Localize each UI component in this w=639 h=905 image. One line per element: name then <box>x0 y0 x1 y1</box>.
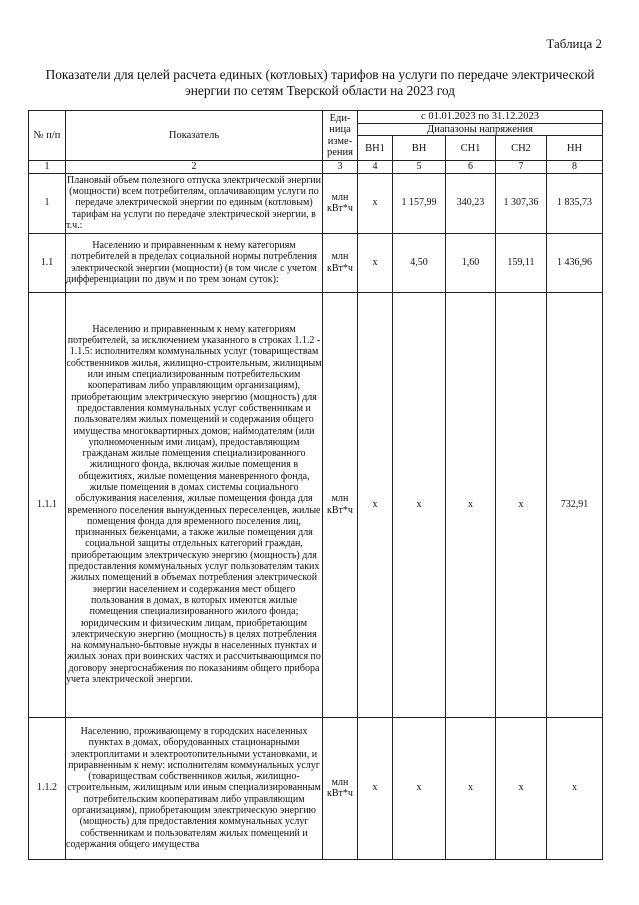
row-value-vn1: х <box>358 717 393 859</box>
row-value-sn1: х <box>446 717 496 859</box>
table-label: Таблица 2 <box>546 36 602 51</box>
table-row <box>29 173 603 233</box>
row-unit: млн кВт*ч <box>323 292 358 717</box>
column-number: 2 <box>66 161 323 173</box>
column-number: 8 <box>547 161 603 173</box>
column-number: 1 <box>29 161 66 173</box>
header-voltage-nn: НН <box>547 136 603 161</box>
row-value-nn: 1 436,96 <box>547 233 603 292</box>
row-value-sn1: х <box>446 292 496 717</box>
row-value-vn1: х <box>358 173 393 233</box>
row-value-vn: 4,50 <box>393 233 446 292</box>
row-value-sn2: х <box>496 717 547 859</box>
header-period: с 01.01.2023 по 31.12.2023 <box>358 111 603 124</box>
column-number: 3 <box>323 161 358 173</box>
header-voltage-ranges: Диапазоны напряжения <box>358 124 603 136</box>
column-number: 7 <box>496 161 547 173</box>
row-value-sn1: 340,23 <box>446 173 496 233</box>
row-indicator-text: Населению, проживающему в городских населенных пунктах в домах, оборудованных стационарными электроплитами и электроотопительными установками, и приравненным к нему: исполнителям коммунальных услуг (товариществам собственников жилья, жилищно-строительным, жилищным или иным специализированным потребительским кооперативам либо управляющим организациям), приобретающим электрическую энергию (мощность) для предоставления коммунальных услуг собственникам и пользователям жилых помещений и содержания общего имущества <box>66 717 323 859</box>
row-indicator-text: Населению и приравненным к нему категориям потребителей в пределах социальной нормы потребления электрической энергии (мощности) (в том числе с учетом дифференциации по двум и по трем зонам суток): <box>66 233 323 292</box>
table-row <box>29 292 603 717</box>
row-indicator-text: Населению и приравненным к нему категориям потребителей, за исключением указанного в строках 1.1.2 - 1.1.5: исполнителям коммунальных услуг (товариществам собственников жилья, жилищно-строительным, жилищным или иным специализированным потребительским кооперативам либо управляющим организациям), приобретающим электрическую энергию (мощность) для предоставления коммунальных услуг собственникам и пользователям жилых помещений и содержания общего имущества многоквартирных домов; наймодателям (или уполномоченным ими лицам), предоставляющим гражданам жилые помещения специализированного жилищного фонда, включая жилые помещения в общежитиях, жилые помещения маневренного фонда, жилые помещения в домах системы социального обслуживания населения, жилые помещения фонда для временного поселения вынужденных переселенцев, жилые помещения фонда для временного поселения лиц, признанных беженцами, а также жилые помещения для социальной защиты отдельных категорий граждан, приобретающим электрическую энергию (мощность) для предоставления коммунальных услуг пользователям таких жилых помещений в объемах потребления электрической энергии населением и содержания мест общего пользования в домах, в которых имеются жилые помещения специализированного жилого фонда; юридическим и физическим лицам, приобретающим электрическую энергию (мощность) в целях потребления на коммунально-бытовые нужды в населенных пунктах и жилых зонах при воинских частях и рассчитывающимся по договору энергоснабжения по показаниям общего прибора учета электрической энергии. <box>66 292 323 717</box>
header-num: № п/п <box>29 111 66 161</box>
row-value-sn2: 1 307,36 <box>496 173 547 233</box>
table-row <box>29 233 603 292</box>
column-number: 4 <box>358 161 393 173</box>
row-value-sn2: х <box>496 292 547 717</box>
row-value-nn: х <box>547 717 603 859</box>
header-unit: Еди- ница изме- рения <box>323 111 358 161</box>
header-indicator: Показатель <box>66 111 323 161</box>
row-value-vn1: х <box>358 292 393 717</box>
header-voltage-sn1: СН1 <box>446 136 496 161</box>
row-value-vn: 1 157,99 <box>393 173 446 233</box>
row-number: 1 <box>29 173 66 233</box>
row-value-sn1: 1,60 <box>446 233 496 292</box>
header-voltage-vn: ВН <box>393 136 446 161</box>
column-number-row <box>29 161 603 173</box>
row-value-sn2: 159,11 <box>496 233 547 292</box>
row-value-nn: 1 835,73 <box>547 173 603 233</box>
document-title <box>40 67 600 99</box>
row-unit: млн кВт*ч <box>323 233 358 292</box>
column-number: 6 <box>446 161 496 173</box>
header-voltage-vn1: ВН1 <box>358 136 393 161</box>
row-value-vn: х <box>393 717 446 859</box>
row-value-nn: 732,91 <box>547 292 603 717</box>
table-row <box>29 717 603 859</box>
row-value-vn1: х <box>358 233 393 292</box>
title-line-1: Показатели для целей расчета единых (котловых) тарифов на услуги по передаче электрической <box>45 67 595 82</box>
row-number: 1.1.2 <box>29 717 66 859</box>
row-unit: млн кВт*ч <box>323 173 358 233</box>
row-value-vn: х <box>393 292 446 717</box>
row-number: 1.1 <box>29 233 66 292</box>
column-number: 5 <box>393 161 446 173</box>
row-indicator-text: Плановый объем полезного отпуска электрической энергии (мощности) всем потребителям, оплачивающим услуги по передаче электрической энергии по единым (котловым) тарифам на услуги по передаче электрической энергии, в т.ч.: <box>66 173 323 233</box>
row-number: 1.1.1 <box>29 292 66 717</box>
tariff-indicators-table <box>28 110 603 860</box>
title-line-2: энергии по сетям Тверской области на 2023 год <box>185 83 455 98</box>
header-voltage-sn2: СН2 <box>496 136 547 161</box>
row-unit: млн кВт*ч <box>323 717 358 859</box>
